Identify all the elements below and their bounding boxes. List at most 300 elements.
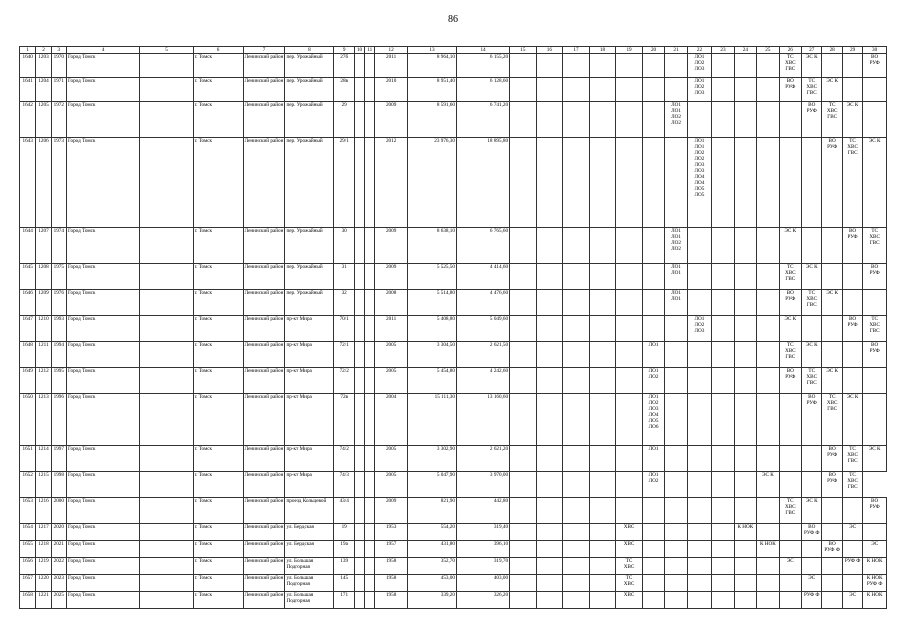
column-number-14: 14 xyxy=(456,47,509,54)
table-cell: г. Томск xyxy=(193,498,243,524)
table-cell xyxy=(536,541,563,558)
table-cell: 1210 xyxy=(36,316,51,342)
table-cell xyxy=(712,78,734,102)
table-cell: 171 xyxy=(334,592,354,609)
table-cell xyxy=(757,558,779,575)
column-number-23: 23 xyxy=(712,47,734,54)
table-cell xyxy=(563,498,590,524)
table-cell: 1213 xyxy=(36,394,51,446)
table-cell: Ленинский район xyxy=(243,558,285,575)
table-cell: ЭС xyxy=(842,592,862,609)
table-cell xyxy=(536,316,563,342)
table-cell: ЛО1 ЛО1 ЛО2 ЛО2 xyxy=(665,102,687,138)
table-cell xyxy=(563,592,590,609)
table-cell: 72/2 xyxy=(334,368,354,394)
table-cell xyxy=(589,592,616,609)
table-cell xyxy=(712,472,734,498)
table-cell: 5 454,80 xyxy=(407,368,456,394)
column-number-22: 22 xyxy=(687,47,712,54)
table-cell: Город Томск xyxy=(66,472,140,498)
table-cell: 4 242,60 xyxy=(456,368,509,394)
table-cell: пер. Урожайный xyxy=(285,102,334,138)
table-cell: 4 476,60 xyxy=(456,290,509,316)
table-cell xyxy=(365,342,375,368)
table-cell: г. Томск xyxy=(193,472,243,498)
table-cell: К НОК xyxy=(757,541,779,558)
table-cell xyxy=(802,472,822,498)
table-cell xyxy=(536,592,563,609)
table-cell xyxy=(365,575,375,592)
table-cell xyxy=(822,54,842,78)
table-cell xyxy=(642,592,664,609)
table-cell: Город Томск xyxy=(66,394,140,446)
table-cell: 1650 xyxy=(20,394,36,446)
table-cell xyxy=(802,228,822,264)
table-cell xyxy=(822,316,842,342)
table-cell xyxy=(802,316,822,342)
table-cell xyxy=(779,575,801,592)
table-cell xyxy=(802,558,822,575)
table-cell xyxy=(757,54,779,78)
table-cell: 1957 xyxy=(375,541,408,558)
table-cell: 442,80 xyxy=(456,498,509,524)
table-cell xyxy=(779,138,801,228)
column-number-8: 8 xyxy=(285,47,334,54)
table-row xyxy=(20,575,887,592)
column-number-1: 1 xyxy=(20,47,36,54)
table-cell xyxy=(734,498,756,524)
table-cell: К НОК РУФ Ф xyxy=(863,575,887,592)
table-cell xyxy=(687,575,712,592)
table-cell: ЭС К xyxy=(842,102,862,138)
table-cell xyxy=(687,498,712,524)
table-cell xyxy=(734,78,756,102)
table-cell: Город Томск xyxy=(66,541,140,558)
table-cell xyxy=(712,558,734,575)
table-cell: ул. Большая Подгорная xyxy=(285,592,334,609)
table-cell xyxy=(354,498,364,524)
table-cell xyxy=(536,575,563,592)
table-cell: 70/1 xyxy=(334,316,354,342)
column-number-26: 26 xyxy=(779,47,801,54)
column-number-7: 7 xyxy=(243,47,285,54)
table-cell: Город Томск xyxy=(66,102,140,138)
table-cell: Ленинский район xyxy=(243,54,285,78)
column-number-2: 2 xyxy=(36,47,51,54)
table-cell xyxy=(563,524,590,541)
table-cell xyxy=(687,446,712,472)
table-cell xyxy=(842,575,862,592)
table-cell xyxy=(589,575,616,592)
table-cell: 431,80 xyxy=(407,541,456,558)
table-cell: 1220 xyxy=(36,575,51,592)
table-cell: Город Томск xyxy=(66,138,140,228)
table-cell: 1971 xyxy=(51,78,66,102)
table-row xyxy=(20,264,887,290)
table-cell: К НОК xyxy=(734,524,756,541)
table-cell: проезд Кольцевой xyxy=(285,498,334,524)
table-cell xyxy=(712,446,734,472)
table-cell xyxy=(712,54,734,78)
table-cell xyxy=(589,54,616,78)
table-row xyxy=(20,368,887,394)
table-cell: г. Томск xyxy=(193,446,243,472)
table-cell: 1958 xyxy=(375,575,408,592)
table-cell: Ленинский район xyxy=(243,541,285,558)
table-cell: Город Томск xyxy=(66,342,140,368)
table-cell: 821,90 xyxy=(407,498,456,524)
table-cell: 2005 xyxy=(375,472,408,498)
table-cell: 2005 xyxy=(375,342,408,368)
table-cell xyxy=(665,575,687,592)
table-cell: ВО РУФ Ф xyxy=(822,541,842,558)
table-cell xyxy=(354,541,364,558)
table-cell: 1221 xyxy=(36,592,51,609)
table-cell xyxy=(510,54,537,78)
table-cell xyxy=(365,54,375,78)
table-cell xyxy=(757,316,779,342)
table-cell: 403,00 xyxy=(456,575,509,592)
table-cell xyxy=(779,472,801,498)
table-cell xyxy=(757,592,779,609)
table-cell xyxy=(140,138,193,228)
table-cell: 3 304,50 xyxy=(407,342,456,368)
table-cell: ЭС К xyxy=(802,342,822,368)
table-cell: ХВС xyxy=(616,524,643,541)
table-cell: 1216 xyxy=(36,498,51,524)
table-cell xyxy=(589,342,616,368)
table-cell xyxy=(687,394,712,446)
table-row xyxy=(20,316,887,342)
table-cell xyxy=(536,138,563,228)
table-cell xyxy=(536,342,563,368)
table-cell: 1998 xyxy=(51,472,66,498)
table-cell xyxy=(712,524,734,541)
table-cell xyxy=(365,541,375,558)
table-cell xyxy=(863,394,887,446)
table-row xyxy=(20,342,887,368)
table-cell: ЛО1 ЛО2 xyxy=(642,472,664,498)
page-number: 86 xyxy=(448,14,458,25)
table-cell: ТС ХВС ГВС xyxy=(779,342,801,368)
table-cell xyxy=(616,446,643,472)
table-cell: 2010 xyxy=(375,78,408,102)
table-cell xyxy=(779,394,801,446)
table-cell: Город Томск xyxy=(66,524,140,541)
table-cell: ВО РУФ xyxy=(822,472,842,498)
table-cell: ТС ХВС ГВС xyxy=(863,316,887,342)
table-cell xyxy=(687,368,712,394)
table-cell: ЛО1 xyxy=(642,342,664,368)
table-cell xyxy=(589,138,616,228)
table-cell: ХВС xyxy=(616,541,643,558)
table-cell xyxy=(757,446,779,472)
table-cell xyxy=(354,138,364,228)
table-cell: ЭС К xyxy=(757,472,779,498)
table-cell: 30 xyxy=(334,228,354,264)
table-cell: 5 408,80 xyxy=(407,316,456,342)
table-cell: 352,70 xyxy=(407,558,456,575)
table-cell xyxy=(822,228,842,264)
table-cell xyxy=(354,316,364,342)
table-cell: 2000 xyxy=(51,498,66,524)
table-cell xyxy=(712,264,734,290)
table-cell xyxy=(779,541,801,558)
column-number-3: 3 xyxy=(51,47,66,54)
table-cell: 19 xyxy=(334,524,354,541)
column-number-24: 24 xyxy=(734,47,756,54)
column-number-21: 21 xyxy=(665,47,687,54)
table-cell xyxy=(616,102,643,138)
table-cell xyxy=(687,541,712,558)
table-cell: Ленинский район xyxy=(243,102,285,138)
table-cell: 326,20 xyxy=(456,592,509,609)
table-cell xyxy=(779,446,801,472)
table-cell xyxy=(687,102,712,138)
table-cell xyxy=(687,472,712,498)
table-cell xyxy=(734,575,756,592)
table-cell xyxy=(510,102,537,138)
table-cell: 1995 xyxy=(51,368,66,394)
table-cell: ВО РУФ xyxy=(802,394,822,446)
column-number-13: 13 xyxy=(407,47,456,54)
table-cell: ул. Большая Подгорная xyxy=(285,558,334,575)
table-cell xyxy=(665,592,687,609)
table-cell xyxy=(510,264,537,290)
table-cell: 2012 xyxy=(375,138,408,228)
table-cell: 4 414,60 xyxy=(456,264,509,290)
table-cell: 23 976,30 xyxy=(407,138,456,228)
table-cell: 3 302,90 xyxy=(407,446,456,472)
table-cell xyxy=(712,575,734,592)
table-cell xyxy=(365,368,375,394)
table-cell xyxy=(802,541,822,558)
table-cell: 1218 xyxy=(36,541,51,558)
table-cell: г. Томск xyxy=(193,394,243,446)
table-cell xyxy=(510,592,537,609)
table-cell xyxy=(140,558,193,575)
table-cell: Ленинский район xyxy=(243,446,285,472)
table-cell: 6 741,20 xyxy=(456,102,509,138)
table-cell: 29 xyxy=(334,102,354,138)
table-cell xyxy=(589,102,616,138)
table-cell: 1219 xyxy=(36,558,51,575)
table-cell xyxy=(563,316,590,342)
table-cell: ЭС К xyxy=(802,54,822,78)
table-cell xyxy=(365,228,375,264)
table-cell: ВО РУФ Ф xyxy=(802,524,822,541)
table-cell xyxy=(687,264,712,290)
table-cell: ЭС К xyxy=(863,138,887,228)
table-cell: ВО РУФ xyxy=(863,498,887,524)
table-cell: 72/1 xyxy=(334,342,354,368)
table-cell: Ленинский район xyxy=(243,498,285,524)
table-cell xyxy=(687,558,712,575)
table-cell xyxy=(665,498,687,524)
table-cell: 2009 xyxy=(375,102,408,138)
table-cell xyxy=(687,290,712,316)
table-cell xyxy=(842,54,862,78)
table-cell: Ленинский район xyxy=(243,575,285,592)
table-cell xyxy=(510,342,537,368)
table-cell: 1204 xyxy=(36,78,51,102)
table-cell: ЭС К xyxy=(802,498,822,524)
table-cell: ТС ХВС ГВС xyxy=(822,102,842,138)
table-cell xyxy=(757,394,779,446)
table-cell: 1646 xyxy=(20,290,36,316)
table-cell: пер. Урожайный xyxy=(285,78,334,102)
table-cell: 74/2 xyxy=(334,446,354,472)
table-cell: 1207 xyxy=(36,228,51,264)
table-cell: 2 621,20 xyxy=(456,446,509,472)
table-cell xyxy=(563,368,590,394)
table-cell: Город Томск xyxy=(66,498,140,524)
table-cell: 5 049,60 xyxy=(456,316,509,342)
table-cell xyxy=(140,78,193,102)
table-cell xyxy=(563,78,590,102)
table-cell: Ленинский район xyxy=(243,264,285,290)
table-cell: ВО РУФ xyxy=(822,138,842,228)
table-cell: Ленинский район xyxy=(243,78,285,102)
table-cell xyxy=(589,264,616,290)
table-cell xyxy=(365,102,375,138)
table-cell xyxy=(616,368,643,394)
table-cell: пр-кт Мира xyxy=(285,342,334,368)
table-cell xyxy=(510,394,537,446)
table-cell: 72в xyxy=(334,394,354,446)
table-row xyxy=(20,138,887,228)
table-row xyxy=(20,78,887,102)
table-cell xyxy=(734,102,756,138)
table-cell: ТС ХВС ГВС xyxy=(779,54,801,78)
table-cell xyxy=(616,342,643,368)
table-cell: 1997 xyxy=(51,446,66,472)
table-cell xyxy=(712,394,734,446)
table-cell: 1205 xyxy=(36,102,51,138)
table-cell xyxy=(510,316,537,342)
table-cell: 29/1 xyxy=(334,138,354,228)
table-cell xyxy=(354,102,364,138)
table-cell: 1976 xyxy=(51,290,66,316)
table-cell xyxy=(734,446,756,472)
table-cell xyxy=(665,342,687,368)
table-cell xyxy=(140,316,193,342)
table-cell: Город Томск xyxy=(66,228,140,264)
table-cell xyxy=(140,592,193,609)
table-cell: 1211 xyxy=(36,342,51,368)
table-cell xyxy=(140,54,193,78)
table-cell xyxy=(510,541,537,558)
table-cell: г. Томск xyxy=(193,78,243,102)
table-cell xyxy=(616,78,643,102)
table-cell: 1654 xyxy=(20,524,36,541)
table-cell xyxy=(536,228,563,264)
table-cell: пер. Урожайный xyxy=(285,264,334,290)
table-row xyxy=(20,472,887,498)
table-cell: 1209 xyxy=(36,290,51,316)
table-cell xyxy=(842,342,862,368)
table-cell: 1642 xyxy=(20,102,36,138)
table-cell xyxy=(536,446,563,472)
table-cell xyxy=(665,394,687,446)
table-cell: ЭС xyxy=(863,541,887,558)
table-cell xyxy=(510,498,537,524)
table-cell: 1645 xyxy=(20,264,36,290)
table-cell: 19а xyxy=(334,541,354,558)
table-cell: г. Томск xyxy=(193,316,243,342)
table-cell xyxy=(510,558,537,575)
table-cell xyxy=(536,394,563,446)
table-cell: 6 765,60 xyxy=(456,228,509,264)
table-cell: 396,10 xyxy=(456,541,509,558)
table-cell: Город Томск xyxy=(66,558,140,575)
table-cell: Город Томск xyxy=(66,316,140,342)
table-cell: 74/3 xyxy=(334,472,354,498)
table-cell xyxy=(589,394,616,446)
table-cell: пер. Урожайный xyxy=(285,138,334,228)
table-cell xyxy=(757,290,779,316)
table-cell: 18 895,80 xyxy=(456,138,509,228)
column-number-9: 9 xyxy=(334,47,354,54)
table-cell xyxy=(734,316,756,342)
table-cell xyxy=(734,592,756,609)
table-cell: 15 111,30 xyxy=(407,394,456,446)
table-cell: ЭС xyxy=(842,524,862,541)
table-cell xyxy=(589,228,616,264)
table-cell: Город Томск xyxy=(66,54,140,78)
table-cell: г. Томск xyxy=(193,290,243,316)
table-row xyxy=(20,102,887,138)
table-row xyxy=(20,228,887,264)
table-cell: ТС ХВС ГВС xyxy=(779,264,801,290)
table-cell xyxy=(712,102,734,138)
table-cell: ЭС К xyxy=(842,394,862,446)
table-cell: 31 xyxy=(334,264,354,290)
table-cell xyxy=(563,541,590,558)
table-cell xyxy=(665,472,687,498)
column-number-4: 4 xyxy=(66,47,140,54)
table-cell: ЛО1 ЛО2 ЛО3 ЛО4 ЛО5 ЛО6 xyxy=(642,394,664,446)
column-number-12: 12 xyxy=(375,47,408,54)
table-cell: 1653 xyxy=(20,498,36,524)
table-cell: 8 964,10 xyxy=(407,54,456,78)
table-cell xyxy=(712,138,734,228)
table-cell xyxy=(822,264,842,290)
table-cell xyxy=(140,102,193,138)
table-cell xyxy=(734,290,756,316)
table-cell xyxy=(712,228,734,264)
table-cell: 1208 xyxy=(36,264,51,290)
table-cell xyxy=(757,102,779,138)
table-cell xyxy=(665,558,687,575)
table-cell xyxy=(863,78,887,102)
table-cell xyxy=(536,290,563,316)
table-cell: 1658 xyxy=(20,592,36,609)
table-cell: Ленинский район xyxy=(243,394,285,446)
table-cell xyxy=(140,472,193,498)
table-cell xyxy=(589,78,616,102)
table-cell: Ленинский район xyxy=(243,472,285,498)
table-cell: г. Томск xyxy=(193,541,243,558)
table-cell: ТС ХВС ГВС xyxy=(863,228,887,264)
table-cell xyxy=(802,138,822,228)
table-cell xyxy=(757,342,779,368)
table-row xyxy=(20,558,887,575)
column-number-29: 29 xyxy=(842,47,862,54)
table-cell xyxy=(365,264,375,290)
table-cell xyxy=(712,368,734,394)
table-cell: Город Томск xyxy=(66,290,140,316)
